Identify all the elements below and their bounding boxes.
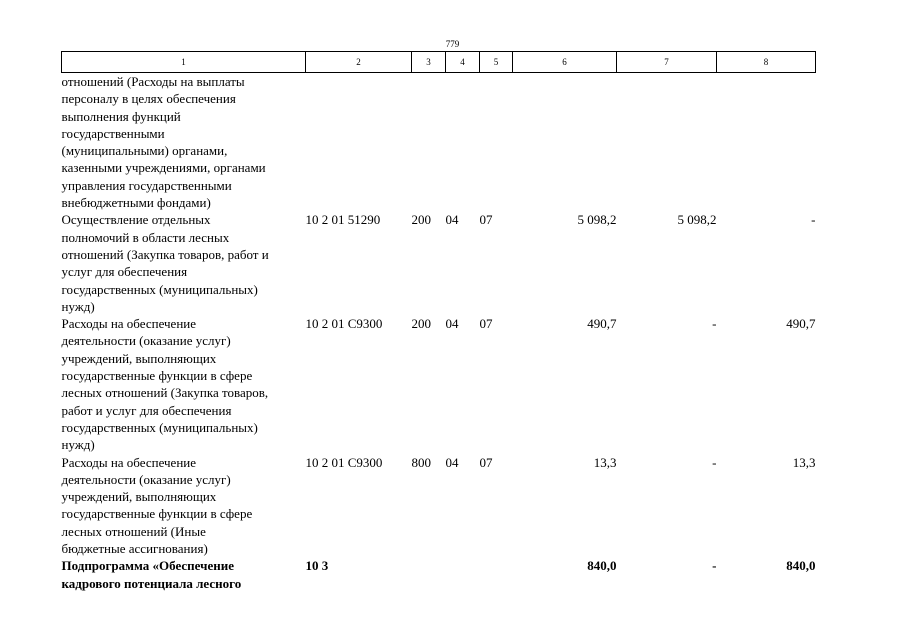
row-code: 10 2 01 С9300 bbox=[305, 454, 383, 470]
row-sum-reg bbox=[717, 73, 816, 212]
budget-table bbox=[61, 51, 816, 592]
row-vr bbox=[412, 557, 446, 592]
table-row-subprogram bbox=[62, 557, 816, 592]
row-sum-fed: - bbox=[712, 454, 717, 470]
row-rz: 04 bbox=[445, 212, 459, 228]
header-col-6: 6 bbox=[513, 52, 617, 73]
row-name: Расходы на обеспечение деятельности (оказание услуг) учреждений, выполняющих государственные функции в сфере лесных отношений (Закупка товаров, работ и услуг для обеспечения государственных (муниципальных) нужд) bbox=[61, 316, 269, 453]
row-sum-reg: 13,3 bbox=[792, 454, 816, 470]
row-code: 10 2 01 С9300 bbox=[305, 316, 383, 332]
row-sum: 13,3 bbox=[593, 454, 617, 470]
row-vr: 200 bbox=[411, 316, 431, 332]
header-col-4: 4 bbox=[446, 52, 480, 73]
row-sum-reg: 840,0 bbox=[786, 558, 816, 574]
table-row bbox=[62, 454, 816, 558]
row-name: Расходы на обеспечение деятельности (оказание услуг) учреждений, выполняющих государственные функции в сфере лесных отношений (Иные бюджетные ассигнования) bbox=[61, 454, 253, 557]
row-sum: 490,7 bbox=[587, 316, 617, 332]
row-pr: 07 bbox=[479, 316, 493, 332]
row-rz: 04 bbox=[445, 454, 459, 470]
row-rz bbox=[446, 557, 480, 592]
page-number: 779 bbox=[445, 39, 460, 49]
row-vr bbox=[412, 73, 446, 212]
row-sum-fed: - bbox=[712, 558, 717, 574]
table-row bbox=[62, 73, 816, 212]
row-sum-reg: 490,7 bbox=[786, 316, 816, 332]
header-col-2: 2 bbox=[306, 52, 412, 73]
row-code: 10 3 bbox=[305, 558, 329, 574]
header-col-1: 1 bbox=[62, 52, 306, 73]
row-pr: 07 bbox=[479, 212, 493, 228]
row-pr: 07 bbox=[479, 454, 493, 470]
row-code bbox=[306, 73, 412, 212]
header-col-5: 5 bbox=[480, 52, 513, 73]
row-sum-fed bbox=[617, 73, 717, 212]
row-sum-reg: - bbox=[811, 212, 816, 228]
table-row bbox=[62, 211, 816, 315]
row-sum-fed: - bbox=[712, 316, 717, 332]
header-col-3: 3 bbox=[412, 52, 446, 73]
row-name: Осуществление отдельных полномочий в области лесных отношений (Закупка товаров, работ и услуг для обеспечения государственных (муниципальных) нужд) bbox=[61, 212, 269, 314]
header-row bbox=[62, 52, 816, 73]
row-vr: 200 bbox=[411, 212, 431, 228]
row-sum bbox=[513, 73, 617, 212]
row-name: отношений (Расходы на выплаты персоналу в целях обеспечения выполнения функций государственными (муниципальными) органами, казенными учреждениями, органами управления государственными внебюджетными фондами) bbox=[61, 74, 266, 211]
row-code: 10 2 01 51290 bbox=[305, 212, 381, 228]
table-row bbox=[62, 315, 816, 453]
row-rz: 04 bbox=[445, 316, 459, 332]
table-header bbox=[62, 52, 816, 73]
row-pr bbox=[480, 73, 513, 212]
row-sum: 840,0 bbox=[587, 558, 617, 574]
row-sum: 5 098,2 bbox=[577, 212, 617, 228]
header-col-7: 7 bbox=[617, 52, 717, 73]
header-col-8: 8 bbox=[717, 52, 816, 73]
row-vr: 800 bbox=[411, 454, 431, 470]
row-name: Подпрограмма «Обеспечение кадрового потенциала лесного bbox=[61, 558, 242, 591]
row-rz bbox=[446, 73, 480, 212]
row-sum-fed: 5 098,2 bbox=[677, 212, 717, 228]
row-pr bbox=[480, 557, 513, 592]
table-body bbox=[62, 73, 816, 592]
